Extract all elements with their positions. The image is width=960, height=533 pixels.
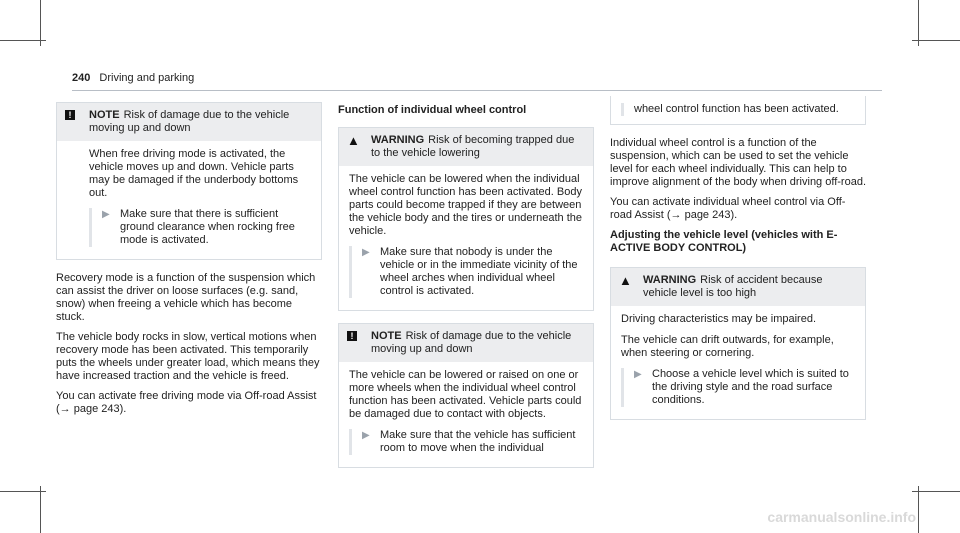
column-1 [56,102,322,423]
action-step [621,368,855,407]
page-header [72,72,194,84]
warning-header [611,268,865,306]
step-continuation: wheel control function has been activated. [621,103,855,116]
exclamation-icon: ! [65,110,75,120]
action-step [89,208,311,247]
crop-mark [0,491,46,492]
column-3 [610,96,866,432]
subheading: Adjusting the vehicle level (vehicles with E-ACTIVE BODY CONTROL) [610,229,838,254]
note-header [57,103,321,141]
section-title: Driving and parking [99,72,195,84]
page-number: 240 [72,72,91,84]
section-heading: Function of individual wheel control [338,104,527,116]
note-body: The vehicle can be lowered or raised on one or more wheels when the individual wheel control function has been activated. Vehicle parts could be damaged due to contact with objects. [349,369,582,420]
warning-body: The vehicle can drift outwards, for example, when steering or cornering. [621,334,834,359]
warning-icon: ▲ [347,133,360,148]
header-rule [72,90,882,91]
step-text: Make sure that nobody is under the vehicle or in the immediate vicinity of the wheel arches when individual wheel control is activated. [380,246,578,297]
note-label: NOTE [89,109,120,121]
warning-header [339,128,593,166]
crop-mark [912,491,960,492]
warning-box [610,267,866,420]
note-box [338,323,594,468]
exclamation-icon: ! [347,331,357,341]
arrow-right-icon: ▶ [634,369,642,380]
paragraph: The vehicle body rocks in slow, vertical motions when recovery mode has been activated. This temporarily puts the wheels under greater load, which means they have increased traction and the vehicle is freed. [56,331,320,382]
note-heading: Risk of damage due to the vehicle moving up and down [371,330,572,355]
watermark: carmanualsonline.info [767,509,916,525]
paragraph: Individual wheel control is a function of the suspension, which can be used to set the vehicle level for each wheel individually. This can help to improve alignment of the body when driving off-road. [610,137,866,188]
arrow-right-icon: ▶ [102,209,110,220]
arrow-right-icon: ▶ [362,247,370,258]
arrow-right-icon: ▶ [362,430,370,441]
warning-label: WARNING [371,134,425,146]
step-text: Make sure that there is sufficient ground clearance when rocking free mode is activated. [120,208,295,246]
note-body: When free driving mode is activated, the vehicle moves up and down. Vehicle parts may be damaged if the underbody bottoms out. [89,148,299,199]
step-text: Make sure that the vehicle has sufficient room to move when the individual [380,429,576,454]
note-heading: Risk of damage due to the vehicle moving up and down [89,109,290,134]
crop-mark [40,486,41,533]
action-step [349,246,583,298]
warning-box [338,127,594,311]
continued-box [610,96,866,125]
warning-heading: Risk of becoming trapped due to the vehicle lowering [371,134,575,159]
warning-heading: Risk of accident because vehicle level is too high [643,274,823,299]
note-label: NOTE [371,330,402,342]
warning-label: WARNING [643,274,697,286]
note-box [56,102,322,260]
paragraph: Recovery mode is a function of the suspension which can assist the driver on loose surfaces (e.g. sand, snow) when freeing a vehicle which has become stuck. [56,272,316,323]
crop-mark [918,486,919,533]
note-header [339,324,593,362]
warning-body: Driving characteristics may be impaired. [621,313,817,325]
step-text: Choose a vehicle level which is suited to the driving style and the road surface conditions. [652,368,849,406]
action-step [349,429,583,455]
paragraph: You can activate individual wheel control via Off-road Assist (→ page 243). [610,196,846,221]
crop-mark [0,40,46,41]
warning-body: The vehicle can be lowered when the individual wheel control function has been activated. Body parts could become trapped if they are between the vehicle body and the tires or underneath the vehicle. [349,173,582,237]
crop-mark [912,40,960,41]
column-2 [338,102,594,480]
paragraph: You can activate free driving mode via Off-road Assist (→ page 243). [56,390,317,415]
warning-icon: ▲ [619,273,632,288]
